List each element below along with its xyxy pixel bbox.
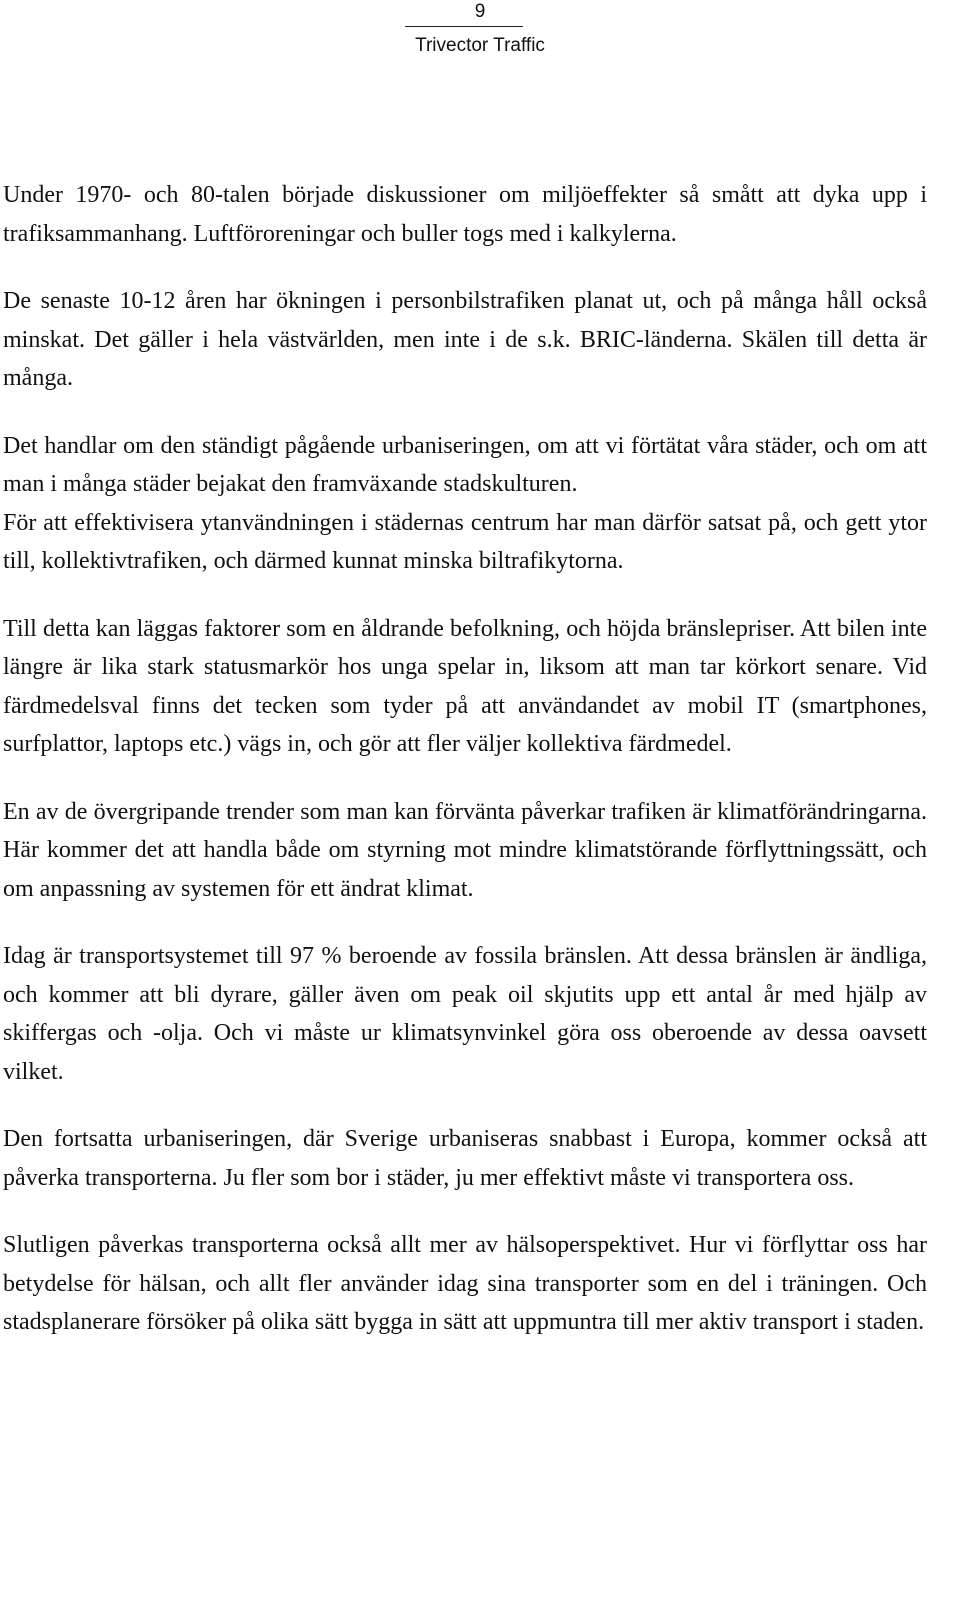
paragraph-health: Slutligen påverkas transporterna också allt mer av hälsoperspektivet. Hur vi förflyttar oss har betydelse för hälsan, och allt fler använder idag sina transporter som en del i träningen. Och stadsplanerare försöker på olika sätt bygga in sätt att uppmuntra till mer aktiv transport i staden. <box>3 1232 927 1335</box>
page-number: 9 <box>474 1 486 22</box>
paragraph-1970s-environment: Under 1970- och 80-talen började diskussioner om miljöeffekter så smått att dyka upp i trafiksammanhang. Luftföroreningar och buller togs med i kalkylerna. <box>3 182 927 247</box>
header-divider <box>405 26 523 27</box>
paragraph-car-traffic-trend: De senaste 10-12 åren har ökningen i personbilstrafiken planat ut, och på många håll också minskat. Det gäller i hela västvärlden, men inte i de s.k. BRIC-länderna. Skälen till detta är många. <box>3 288 927 391</box>
paragraph-continued-urbanisation: Den fortsatta urbaniseringen, där Sverige urbaniseras snabbast i Europa, kommer också att påverka transporterna. Ju fler som bor i städer, ju mer effektivt måste vi transportera oss. <box>3 1126 927 1191</box>
body-text <box>3 176 927 1342</box>
header-organization: Trivector Traffic <box>415 35 545 56</box>
paragraph-urbanisation: Det handlar om den ständigt pågående urbaniseringen, om att vi förtätat våra städer, och om att man i många städer bejakat den framväxande stadskulturen. <box>3 432 927 497</box>
paragraph-other-factors: Till detta kan läggas faktorer som en åldrande befolkning, och höjda bränslepriser. Att bilen inte längre är lika stark statusmarkör hos unga spelar in, liksom att man tar körkort senare. Vid färdmedelsval finns det tecken som tyder på att användandet av mobil IT (smartphones, surfplattor, laptops etc.) vägs in, och gör att fler väljer kollektiva färdmedel. <box>3 615 927 757</box>
paragraph-fossil-fuels: Idag är transportsystemet till 97 % beroende av fossila bränslen. Att dessa bränslen är ändliga, och kommer att bli dyrare, gäller även om peak oil skjutits upp ett antal år med hjälp av skiffergas och -olja. Och vi måste ur klimatsynvinkel göra oss oberoende av dessa oavsett vilket. <box>3 943 927 1085</box>
paragraph-climate-change: En av de övergripande trender som man kan förvänta påverkar trafiken är klimatförändringarna. Här kommer det att handla både om styrning mot mindre klimatstörande förflyttningssätt, och om anpassning av systemen för ett ändrat klimat. <box>3 798 927 902</box>
paragraph-land-use: För att effektivisera ytanvändningen i städernas centrum har man därför satsat på, och gett ytor till, kollektivtrafiken, och därmed kunnat minska biltrafikytorna. <box>3 509 927 574</box>
